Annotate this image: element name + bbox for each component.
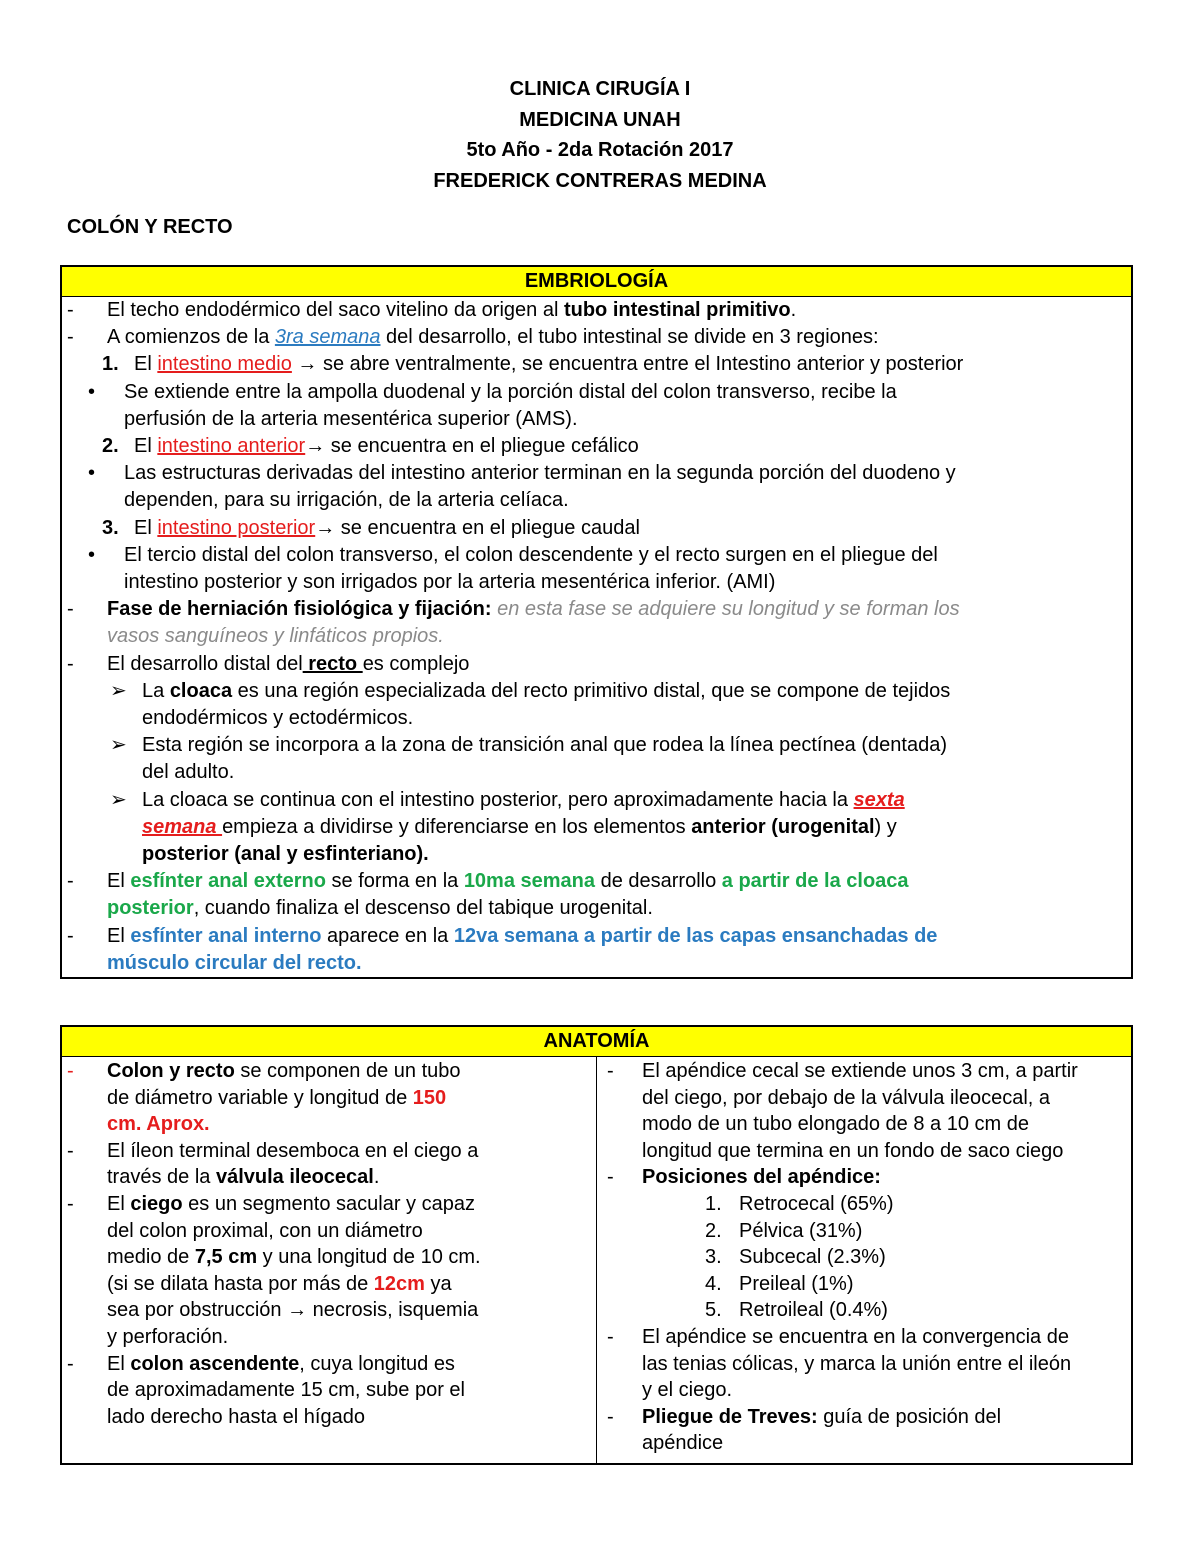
list-item: - El desarrollo distal del recto es complejo	[67, 652, 470, 675]
institution: MEDICINA UNAH	[519, 108, 681, 131]
list-item: 3. Subcecal (2.3%)	[705, 1246, 886, 1269]
anatomia-right-column: - El apéndice cecal se extiende unos 3 cm, a partir del ciego, por debajo de la válvula ileocecal, a modo de un tubo elongado de 8 a 10 cm de longitud que termina en un fondo de saco ciego - Posiciones del apéndice: 1. Retrocecal (65%) 2. Pélvica (31%) 3. Subcecal (2.3%) 4. Preileal (1%) 5. Retroileal (0.4%) - El apéndice se encuentra en la convergencia de las tenias cólicas, y marca la unión entre el ileón y el ciego. - Pliegue de Treves: guía de posición del apéndice	[597, 1057, 1133, 1464]
numbered-item: 1. El intestino medio → se abre ventralmente, se encuentra entre el Intestino anterior y posterior	[102, 353, 964, 376]
embriologia-body: - El techo endodérmico del saco vitelino da origen al tubo intestinal primitivo. - A comienzos de la 3ra semana del desarrollo, el tubo intestinal se divide en 3 regiones: 1. El intestino medio → se abre ventralmente, se encuentra entre el Intestino anterior y posterior • Se extiende entre la ampolla duodenal y la porción distal del colon transverso, recibe la perfusión de la arteria mesentérica superior (AMS). 2. El intestino anterior→ se encuentra en el pliegue cefálico • Las estructuras derivadas del intestino anterior terminan en la segunda porción del duodeno y dependen, para su irrigación, de la arteria celíaca. 3. El intestino posterior→ se encuentra en el pliegue caudal • El tercio distal del colon transverso, el colon descendente y el recto surgen en el pliegue del intestino posterior y son irrigados por la arteria mesentérica inferior. (AMI) - Fase de herniación fisiológica y fijación: en esta fase se adquiere su longitud y se forman los vasos sanguíneos y linfáticos propios. - El desarrollo distal del recto es complejo ➢ La cloaca es una región especializada del recto primitivo distal, que se compone de tejidos endodérmicos y ectodérmicos. ➢ Esta región se incorpora a la zona de transición anal que rodea la línea pectínea (dentada) del adulto. ➢ La cloaca se continua con el intestino posterior, pero aproximadamente hacia la sexta semana empieza a dividirse y diferenciarse en los elementos anterior (urogenital) y posterior (anal y esfinteriano). - El esfínter anal externo se forma en la 10ma semana de desarrollo a partir de la cloaca posterior, cuando finaliza el descenso del tabique urogenital. - El esfínter anal interno aparece en la 12va semana a partir de las capas ensanchadas de músculo circular del recto.	[61, 297, 1132, 979]
list-item: - Posiciones del apéndice:	[607, 1166, 881, 1189]
author: FREDERICK CONTRERAS MEDINA	[433, 169, 767, 192]
numbered-item: 3. El intestino posterior→ se encuentra en el pliegue caudal	[102, 516, 640, 539]
anatomia-table	[60, 1025, 1133, 1465]
list-item: - Fase de herniación fisiológica y fijación: en esta fase se adquiere su longitud y se forman los	[67, 598, 960, 621]
list-item: - El techo endodérmico del saco vitelino da origen al tubo intestinal primitivo.	[67, 299, 797, 321]
list-item: 1. Retrocecal (65%)	[705, 1192, 894, 1215]
anatomia-title: ANATOMÍA	[61, 1026, 1132, 1057]
arrow-item: ➢ La cloaca se continua con el intestino posterior, pero aproximadamente hacia la sexta	[110, 788, 905, 811]
list-item: - El ciego es un segmento sacular y capaz	[67, 1192, 475, 1215]
appendix-positions-list	[597, 1191, 1131, 1324]
embriologia-title: EMBRIOLOGÍA	[61, 266, 1132, 297]
list-item: 2. Pélvica (31%)	[705, 1219, 863, 1242]
list-item: - El apéndice se encuentra en la convergencia de	[607, 1325, 1069, 1348]
bullet-item: • Se extiende entre la ampolla duodenal y la porción distal del colon transverso, recibe la	[88, 380, 897, 403]
list-item: - El íleon terminal desemboca en el ciego a	[67, 1139, 479, 1162]
embriologia-table	[60, 265, 1133, 979]
list-item: - A comienzos de la 3ra semana del desarrollo, el tubo intestinal se divide en 3 regiones:	[67, 326, 879, 349]
list-item: 4. Preileal (1%)	[705, 1272, 854, 1295]
arrow-item: ➢ Esta región se incorpora a la zona de transición anal que rodea la línea pectínea (dentada)	[110, 734, 947, 757]
numbered-item: 2. El intestino anterior→ se encuentra en el pliegue cefálico	[102, 435, 639, 458]
list-item: - Colon y recto se componen de un tubo	[67, 1060, 461, 1082]
list-item: - El colon ascendente, cuya longitud es	[67, 1352, 455, 1375]
list-item: - El esfínter anal externo se forma en la 10ma semana de desarrollo a partir de la cloaca	[67, 870, 909, 893]
section-title: COLÓN Y RECTO	[67, 216, 233, 238]
list-item: 5. Retroileal (0.4%)	[705, 1299, 888, 1322]
list-item: - Pliegue de Treves: guía de posición del	[607, 1405, 1002, 1428]
bullet-item: • Las estructuras derivadas del intestino anterior terminan en la segunda porción del duodeno y	[88, 462, 956, 485]
document-header	[0, 74, 1200, 196]
bullet-item: • El tercio distal del colon transverso, el colon descendente y el recto surgen en el pliegue del	[88, 543, 938, 566]
arrow-item: ➢ La cloaca es una región especializada del recto primitivo distal, que se compone de tejidos	[110, 679, 951, 702]
anatomia-left-column: - Colon y recto se componen de un tubo de diámetro variable y longitud de 150 cm. Aprox. - El íleon terminal desemboca en el ciego a través de la válvula ileocecal. - El ciego es un segmento sacular y capaz del colon proximal, con un diámetro medio de 7,5 cm y una longitud de 10 cm. (si se dilata hasta por más de 12cm ya sea por obstrucción → necrosis, isquemia y perforación. - El colon ascendente, cuya longitud es de aproximadamente 15 cm, sube por el lado derecho hasta el hígado	[61, 1057, 597, 1464]
list-item: - El esfínter anal interno aparece en la 12va semana a partir de las capas ensanchadas de	[67, 924, 938, 947]
course-title: CLINICA CIRUGÍA I	[509, 78, 691, 100]
rotation: 5to Año - 2da Rotación 2017	[466, 139, 734, 161]
list-item: - El apéndice cecal se extiende unos 3 cm, a partir	[607, 1060, 1078, 1082]
